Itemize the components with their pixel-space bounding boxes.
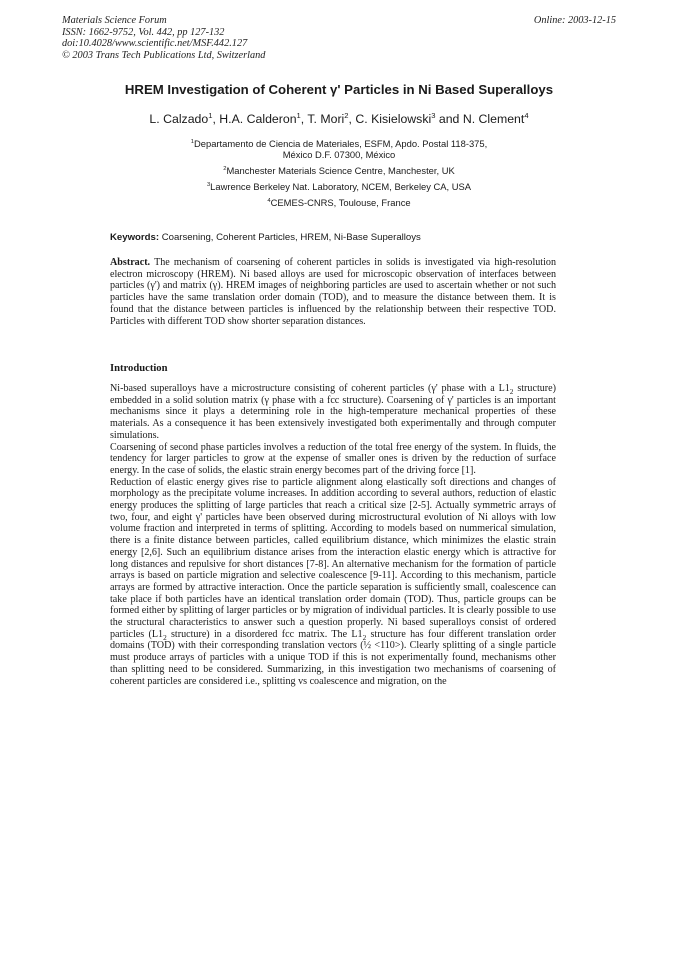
author-list <box>0 112 678 126</box>
affiliation-text: México D.F. 07300, México <box>282 149 396 160</box>
abstract-paragraph <box>110 257 556 327</box>
author-name: N. Clement <box>462 112 525 126</box>
affiliation-mark: 3 <box>206 181 211 188</box>
section-heading: Introduction <box>110 363 168 374</box>
journal-copyright: © 2003 Trans Tech Publications Ltd, Switzerland <box>62 49 266 61</box>
author-separator: , <box>300 112 308 126</box>
abstract-text: The mechanism of coarsening of coherent particles in solids is investigated via high-resolution electron microscopy (HREM). Ni based alloys are used for microscopic observation of interfaces between particles (γ') and matrix (γ). HREM images of neighboring particles are used to ascertain whether or not such particles have the same translation order domain (TOD), and to measure the distance between them. It is found that the distance between particles is influenced by the relationship between their respective TOD. Particles with different TOD show shorter separation distances. <box>110 257 556 327</box>
abstract <box>110 257 556 327</box>
author-name: T. Mori <box>307 112 345 126</box>
journal-name: Materials Science Forum <box>62 15 167 26</box>
affiliation-mark: 2 <box>223 165 227 172</box>
affiliation-3 <box>0 181 678 192</box>
affiliation-mark: 4 <box>267 197 271 204</box>
author-name: L. Calzado <box>149 112 209 126</box>
subscript: 2 <box>362 633 367 642</box>
subscript: 2 <box>509 388 514 397</box>
abstract-label: Abstract. <box>110 257 151 268</box>
author-separator: , <box>212 112 220 126</box>
author-name: H.A. Calderon <box>219 112 297 126</box>
keywords-text: Coarsening, Coherent Particles, HREM, Ni-Base Superalloys <box>159 232 421 243</box>
paragraph-text: structure) in a disordered fcc matrix. The L1 <box>166 628 363 640</box>
paper-title: HREM Investigation of Coherent γ' Particles in Ni Based Superalloys <box>124 82 554 97</box>
introduction-body <box>110 383 556 687</box>
author-affiliation-mark: 4 <box>524 110 529 120</box>
author-separator: and <box>435 112 463 126</box>
author-affiliation-mark: 1 <box>208 110 213 120</box>
keywords <box>110 232 421 243</box>
author-affiliation-mark: 3 <box>431 110 436 120</box>
paragraph-text: structure) embedded in a solid solution matrix (γ phase with a fcc structure). Coarsening of γ' particles is an important mechanisms since it plays a determining role in the high-temperature mechanical properties of these materials. As a consequence it has been extensively investigated both experimentally and through computer simulations. <box>110 383 556 441</box>
paragraph <box>110 383 556 442</box>
keywords-label: Keywords: <box>110 232 160 243</box>
paragraph: Coarsening of second phase particles involves a reduction of the total free energy of the system. In fluids, the tendency for larger particles to grow at the expense of smaller ones is driven by the reduction of surface energy. In the case of solids, the elastic strain energy becomes part of the driving force [1]. <box>110 441 556 476</box>
paragraph-text: structure has four different translation order domains (TOD) with their corresponding translation vectors (½ <110>). Clearly splitting of a single particle must produce arrays of particles with a unique TOD if this is not experimentally found, mechanisms other than splitting need to be considered. Summarizing, in this investigation two mechanisms of coarsening of coherent particles are considered i.e., splitting vs coalescence and migration, on the <box>110 628 556 687</box>
paragraph-text: Ni-based superalloys have a microstructure consisting of coherent particles (γ' phase with a L1 <box>110 383 510 394</box>
paragraph <box>110 477 556 688</box>
author-affiliation-mark: 2 <box>344 110 349 120</box>
affiliation-1 <box>0 138 678 160</box>
journal-header <box>62 15 265 61</box>
affiliation-mark: 1 <box>190 138 194 145</box>
affiliation-text: Manchester Materials Science Centre, Manchester, UK <box>226 165 455 176</box>
affiliation-text: Departamento de Ciencia de Materiales, ESFM, Apdo. Postal 118-375, <box>194 138 488 149</box>
author-separator: , <box>348 112 356 126</box>
affiliation-2 <box>0 165 678 176</box>
journal-issn: ISSN: 1662-9752, Vol. 442, pp 127-132 <box>62 26 225 38</box>
paragraph-text: Reduction of elastic energy gives rise to particle alignment along elastically soft directions and changes of morphology as the precipitate volume increases. In addition according to several authors, reduction of elastic energy produces the splitting of large particles that reach a critical size [2-5]. Actually symmetric arrays of two, four, and eight γ' particles have been observed during microstructural evolution of Ni alloys with low volume fraction and interpreted in terms of splitting. According to models based on nummerical simulation, there is a finite distance between particles, called equilibrium distance, which minimizes the elastic strain energy [2,6]. Such an equilibrium distance arises from the interaction elastic energy which is attractive for long distances and repulsive for short distances [7-8]. An alternative mechanism for the formation of particle arrays is based on particle migration and selective coalescence [9-11]. According to this mechanism, particle arrays are formed by attractive interaction. Once the particle separation is sufficiently small, coalescence can take place if both particles have an identical translation order domain (TOD). Thus, particle groups can be formed either by splitting of larger particles or by migration of individual particles. It is clearly possible to use the structural characteristics to answer such a question properly. Ni based superalloys consist of ordered particles (L1 <box>110 476 556 640</box>
affiliation-text: CEMES-CNRS, Toulouse, France <box>270 197 411 208</box>
affiliation-4 <box>0 197 678 208</box>
affiliation-text: Lawrence Berkeley Nat. Laboratory, NCEM, Berkeley CA, USA <box>210 181 472 192</box>
online-date: Online: 2003-12-15 <box>533 15 616 26</box>
author-name: C. Kisielowski <box>355 112 432 126</box>
subscript: 2 <box>163 633 167 642</box>
journal-doi: doi:10.4028/www.scientific.net/MSF.442.127 <box>62 38 248 50</box>
author-affiliation-mark: 1 <box>296 110 301 120</box>
